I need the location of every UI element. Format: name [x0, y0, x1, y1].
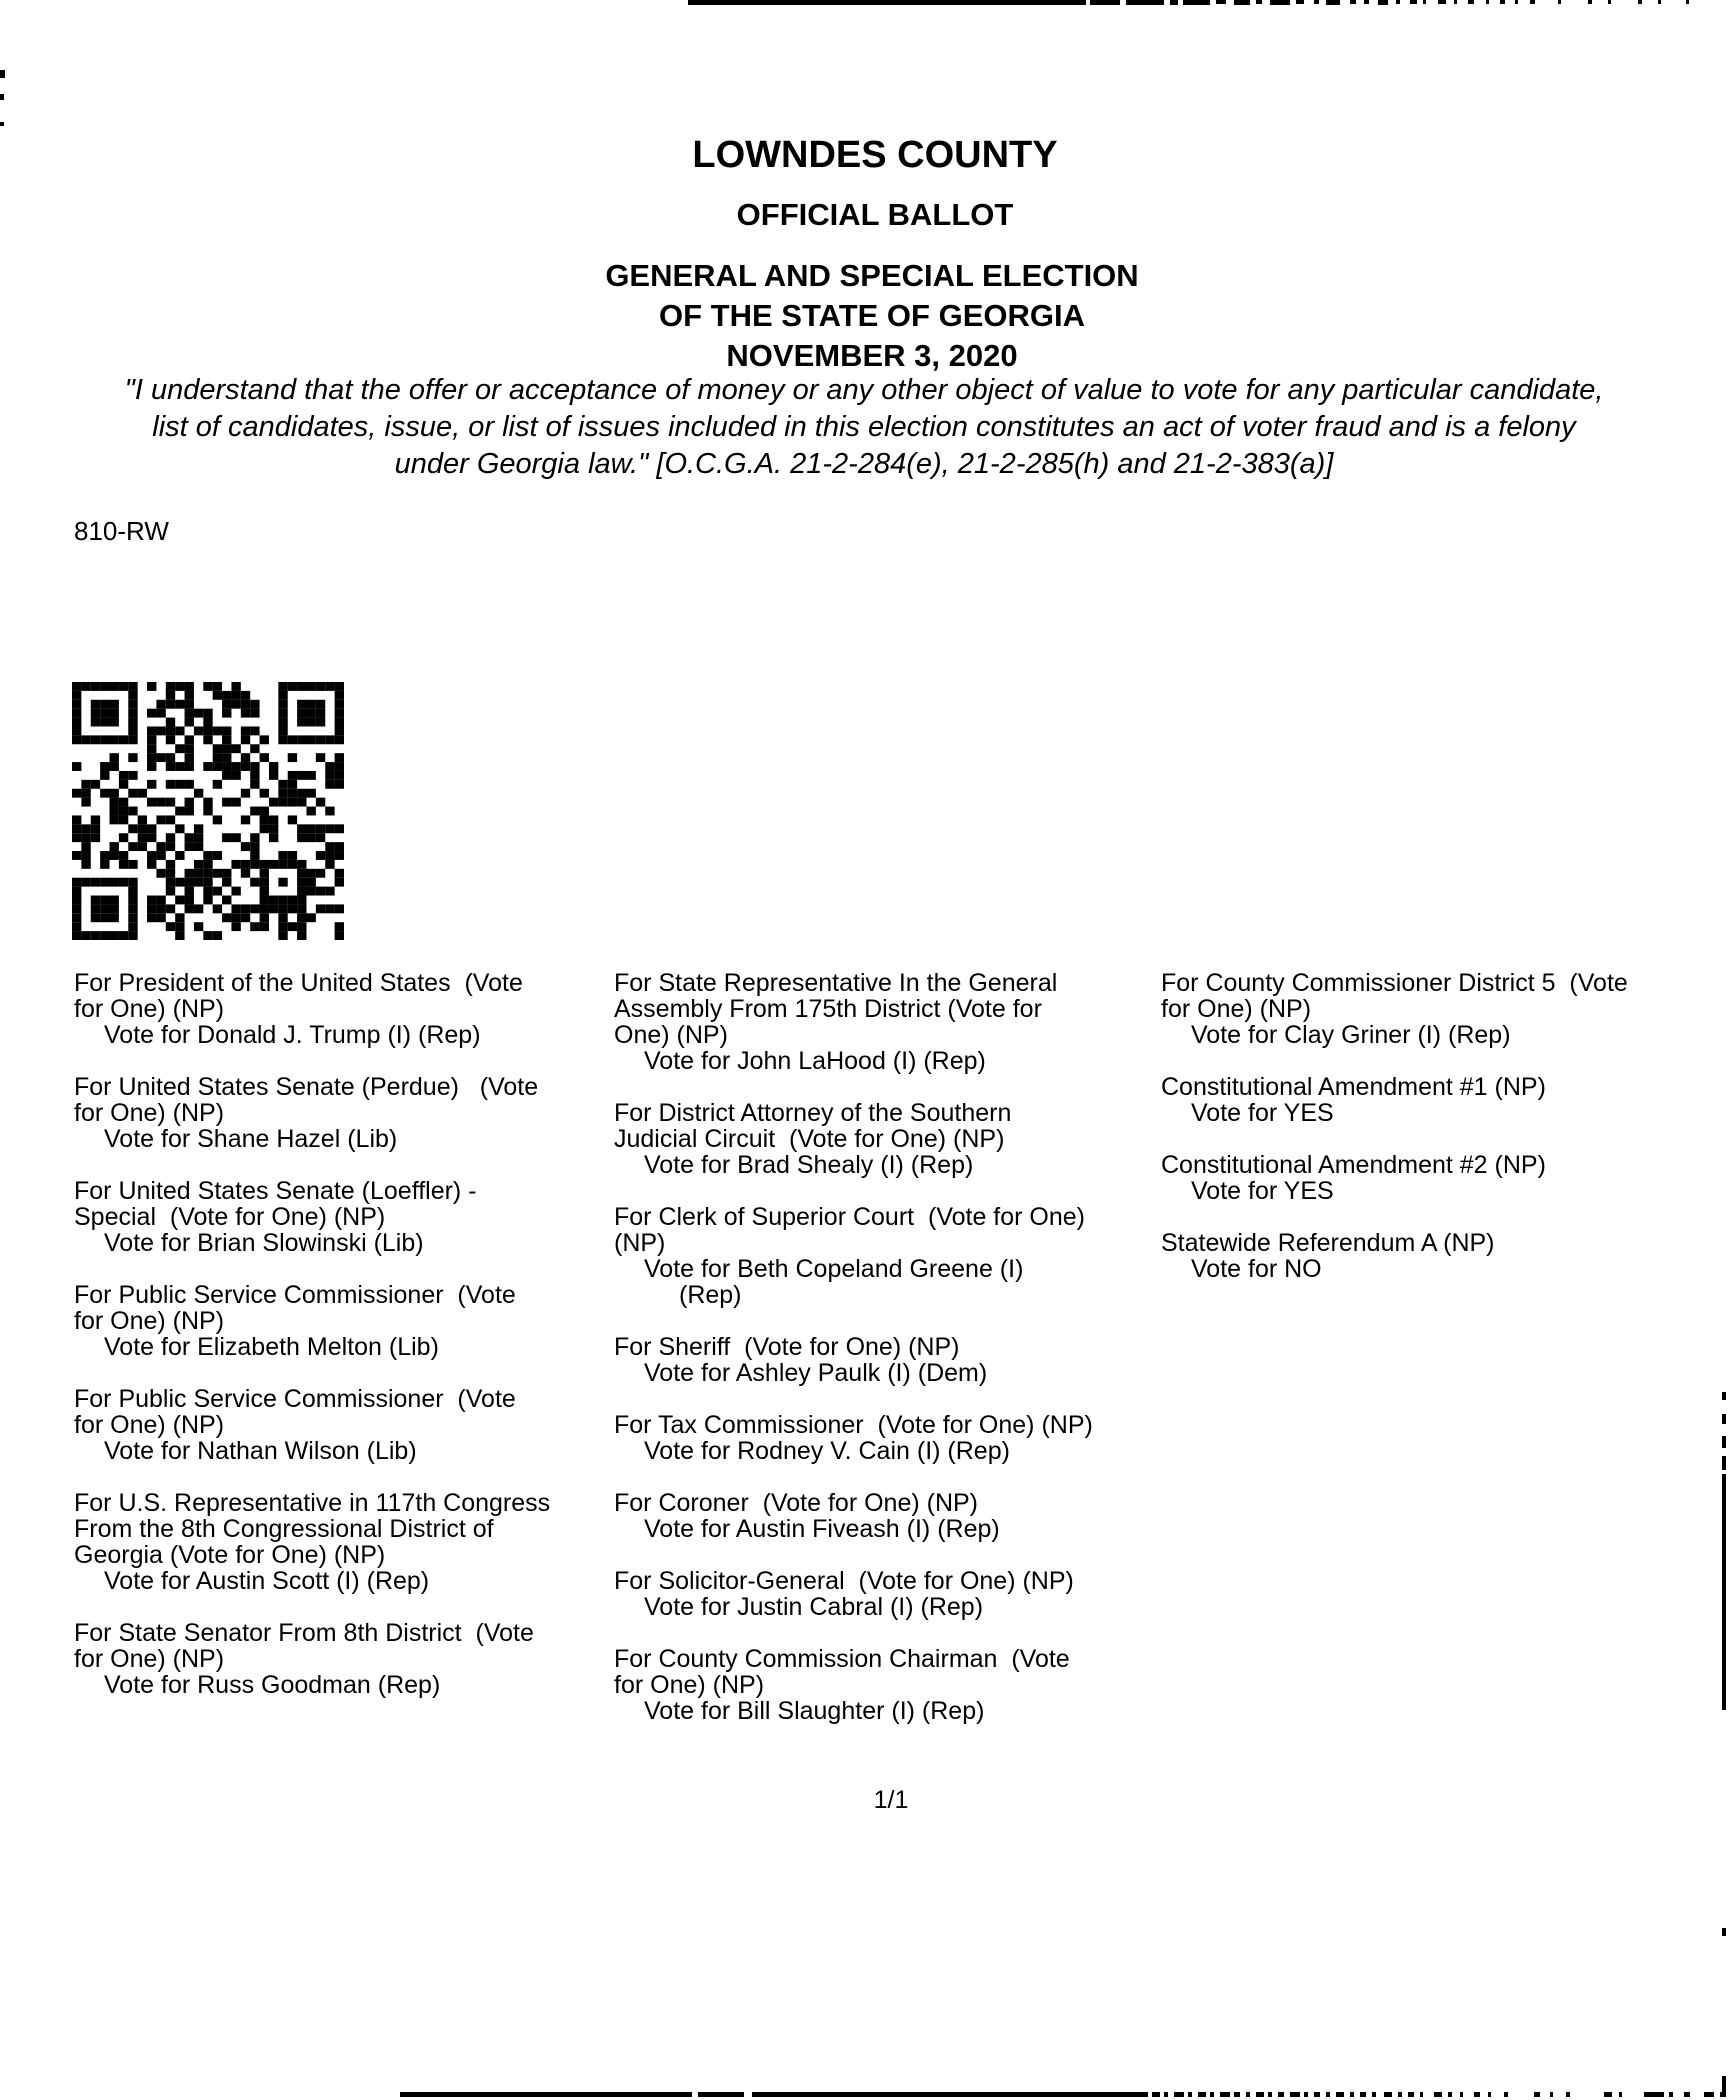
vote-selection-line: Vote for YES [1191, 1099, 1334, 1127]
vote-selection-line: Vote for Nathan Wilson (Lib) [104, 1437, 417, 1465]
contest-title-line: For United States Senate (Perdue) (Vote [74, 1073, 539, 1101]
contest [74, 1490, 598, 1594]
vote-selection-line: Vote for Austin Scott (I) (Rep) [104, 1567, 430, 1595]
contest-title-line: for One) (NP) [1161, 995, 1312, 1023]
contest [74, 1074, 598, 1152]
contest-title-line: For Clerk of Superior Court (Vote for One) [614, 1203, 1086, 1231]
contest-title-line: For County Commission Chairman (Vote [614, 1645, 1070, 1673]
vote-selection-line: Vote for Brad Shealy (I) (Rep) [644, 1151, 974, 1179]
contest-title-line: For District Attorney of the Southern [614, 1099, 1012, 1127]
contest-title-line: (NP) [614, 1229, 666, 1257]
election-title-line: GENERAL AND SPECIAL ELECTION [605, 258, 1139, 293]
contest-title-line: Special (Vote for One) (NP) [74, 1203, 386, 1231]
page-indicator: 1/1 [873, 1786, 909, 1814]
contest [614, 1568, 1144, 1620]
contest [74, 1282, 598, 1360]
vote-selection-line: Vote for Ashley Paulk (I) (Dem) [644, 1359, 988, 1387]
contest-title-line: For Public Service Commissioner (Vote [74, 1281, 516, 1309]
vote-selection-line: Vote for YES [1191, 1177, 1334, 1205]
contest-title-line: Constitutional Amendment #1 (NP) [1161, 1073, 1546, 1101]
contest-title-line: For United States Senate (Loeffler) - [74, 1177, 477, 1205]
vote-selection-line: Vote for Beth Copeland Greene (I) [644, 1255, 1024, 1283]
contest-title-line: for One) (NP) [74, 995, 225, 1023]
contest-title-line: Constitutional Amendment #2 (NP) [1161, 1151, 1546, 1179]
vote-selection-line: Vote for NO [1191, 1255, 1322, 1283]
contest [614, 1490, 1144, 1542]
contest-title-line: Judicial Circuit (Vote for One) (NP) [614, 1125, 1005, 1153]
contest-title-line: For Tax Commissioner (Vote for One) (NP) [614, 1411, 1093, 1439]
election-title-line: OF THE STATE OF GEORGIA [659, 298, 1085, 333]
vote-selection-line: Vote for Donald J. Trump (I) (Rep) [104, 1021, 481, 1049]
contest [614, 1204, 1144, 1308]
contest-title-line: for One) (NP) [74, 1307, 225, 1335]
contest [74, 1386, 598, 1464]
contest [74, 1178, 598, 1256]
contest [614, 1100, 1144, 1178]
contest-title-line: Assembly From 175th District (Vote for [614, 995, 1042, 1023]
election-title-line: NOVEMBER 3, 2020 [726, 338, 1018, 373]
fraud-disclaimer [0, 372, 1728, 483]
vote-selection-line: Vote for Clay Griner (I) (Rep) [1191, 1021, 1511, 1049]
vote-selection-line: Vote for Bill Slaughter (I) (Rep) [644, 1697, 985, 1725]
contest-title-line: For County Commissioner District 5 (Vote [1161, 969, 1628, 997]
contest-title-line: Statewide Referendum A (NP) [1161, 1229, 1495, 1257]
ballot-style-code: 810-RW [74, 516, 169, 546]
contest [614, 1646, 1144, 1724]
vote-selection-line: Vote for Justin Cabral (I) (Rep) [644, 1593, 984, 1621]
contest [1161, 1230, 1728, 1282]
contest-title-line: For State Representative In the General [614, 969, 1058, 997]
contest-title-line: For President of the United States (Vote [74, 969, 523, 997]
contest-title-line: for One) (NP) [74, 1411, 225, 1439]
contest [614, 970, 1144, 1074]
contest [74, 970, 598, 1048]
ballot-column-middle [614, 970, 1144, 1750]
contest-title-line: From the 8th Congressional District of [74, 1515, 494, 1543]
contest [1161, 1152, 1728, 1204]
contest [1161, 1074, 1728, 1126]
vote-selection-line: Vote for Russ Goodman (Rep) [104, 1671, 441, 1699]
contest-title-line: For Solicitor-General (Vote for One) (NP) [614, 1567, 1074, 1595]
contest [1161, 970, 1728, 1048]
county-title: LOWNDES COUNTY [692, 134, 1058, 176]
vote-selection-line: Vote for John LaHood (I) (Rep) [644, 1047, 986, 1075]
fraud-disclaimer-line: list of candidates, issue, or list of issues included in this election constitutes an act of voter fraud and is a felony [152, 411, 1576, 443]
vote-selection-line: Vote for Rodney V. Cain (I) (Rep) [644, 1437, 1010, 1465]
contest-title-line: For U.S. Representative in 117th Congress [74, 1489, 551, 1517]
contest-title-line: For Sheriff (Vote for One) (NP) [614, 1333, 960, 1361]
fraud-disclaimer-line: "I understand that the offer or acceptance of money or any other object of value to vote for any particular candidate, [124, 374, 1604, 406]
contest-title-line: for One) (NP) [74, 1099, 225, 1127]
vote-selection-line: Vote for Shane Hazel (Lib) [104, 1125, 398, 1153]
fraud-disclaimer-line: under Georgia law." [O.C.G.A. 21-2-284(e), 21-2-285(h) and 21-2-383(a)] [394, 448, 1334, 480]
vote-selection-line: Vote for Brian Slowinski (Lib) [104, 1229, 424, 1257]
vote-selection-line: Vote for Elizabeth Melton (Lib) [104, 1333, 439, 1361]
vote-selection-line: Vote for Austin Fiveash (I) (Rep) [644, 1515, 1000, 1543]
contest [74, 1620, 598, 1698]
contest-title-line: for One) (NP) [74, 1645, 225, 1673]
contest-title-line: Georgia (Vote for One) (NP) [74, 1541, 386, 1569]
contest [614, 1412, 1144, 1464]
ballot-column-left [74, 970, 598, 1724]
qr-code-icon [72, 682, 344, 940]
ballot-column-right [1161, 970, 1728, 1308]
election-title [8, 256, 1728, 376]
contest-title-line: For State Senator From 8th District (Vote [74, 1619, 534, 1647]
official-ballot-title: OFFICIAL BALLOT [736, 197, 1014, 232]
contest [614, 1334, 1144, 1386]
contest-title-line: One) (NP) [614, 1021, 728, 1049]
contest-title-line: for One) (NP) [614, 1671, 765, 1699]
vote-selection-line: (Rep) [679, 1281, 742, 1309]
contest-title-line: For Coroner (Vote for One) (NP) [614, 1489, 979, 1517]
contest-title-line: For Public Service Commissioner (Vote [74, 1385, 516, 1413]
